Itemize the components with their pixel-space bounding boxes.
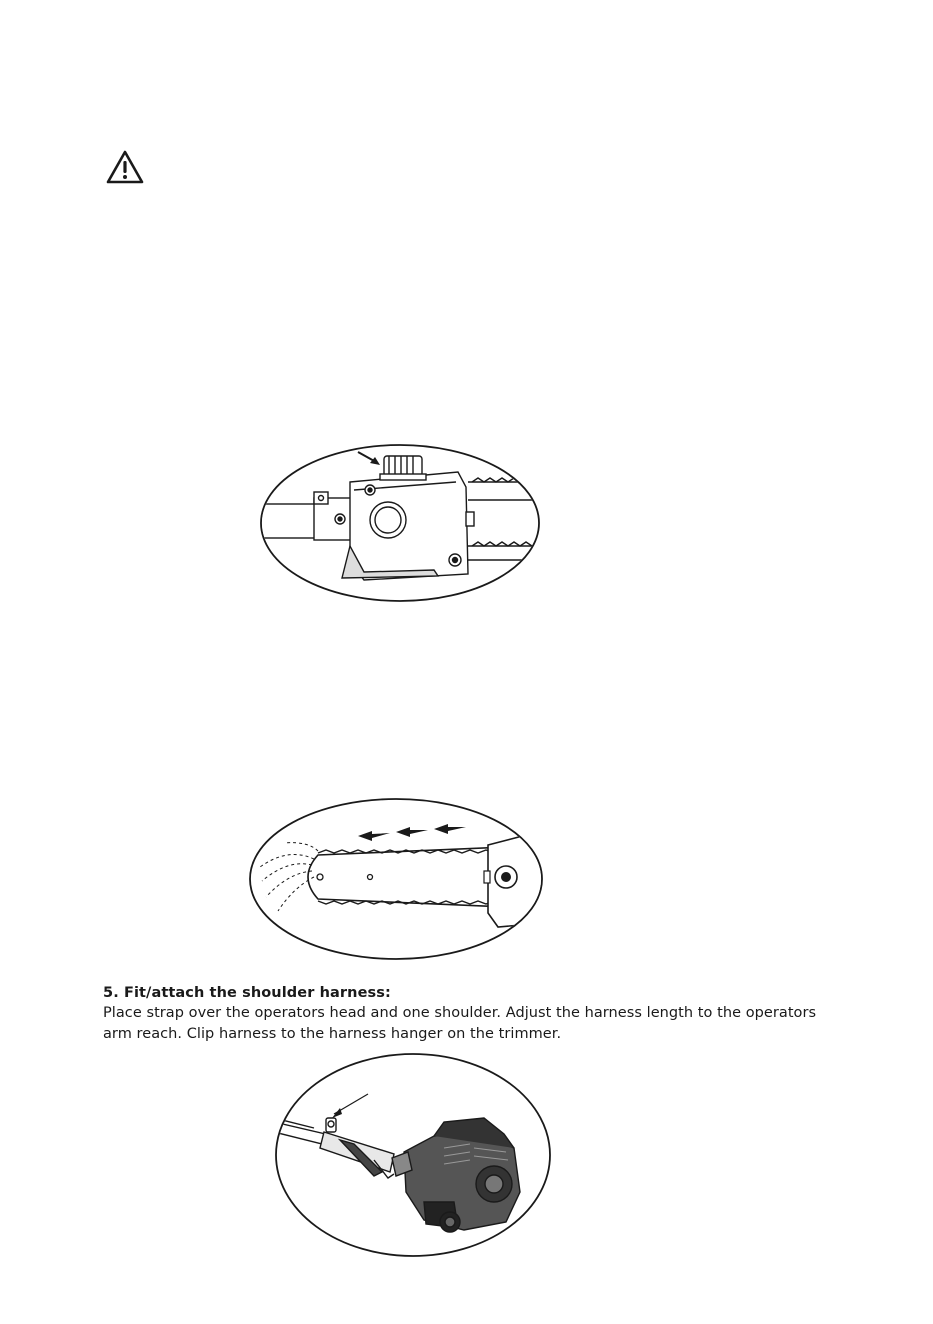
harness-hanger-illustration [274,1052,552,1258]
warning-triangle-icon [106,150,144,184]
oil-tank-cap-illustration [258,442,542,604]
chain-oil-spray-illustration [248,797,544,961]
section-shoulder-harness [103,983,843,1045]
section-heading: 5. Fit/attach the shoulder harness: [103,985,391,1001]
section-body: Place strap over the operators head and one shoulder. Adjust the harness length to the operators arm reach. Clip harness to the harness hanger on the trimmer. [103,1005,817,1042]
